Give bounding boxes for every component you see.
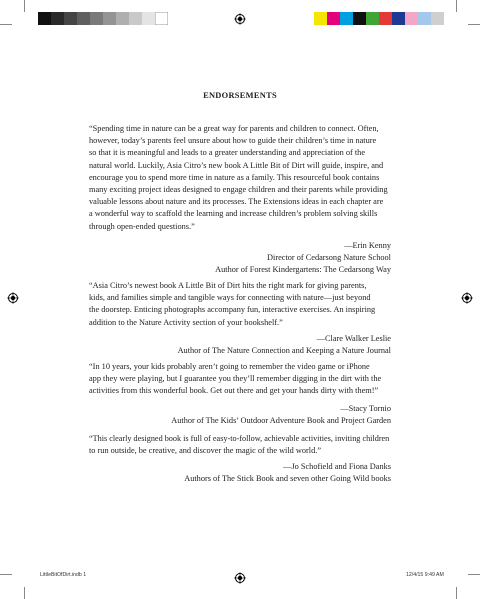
quote-line: natural world. Luckily, Asia Citro’s new book A Little Bit of Dirt will guide, inspire, and: [89, 160, 384, 170]
endorsement-quote: [89, 280, 391, 329]
attribution-line: Author of The Kids’ Outdoor Adventure Book and Project Garden: [171, 416, 391, 426]
cmyk-color-bar: [314, 12, 444, 25]
crop-mark: [24, 587, 25, 599]
quote-line: so that it is meaningful and leads to a greater understanding and appreciation of the: [89, 148, 366, 158]
color-swatch: [392, 12, 405, 25]
quote-line: to run outside, be creative, and discover the magic of the wild world.”: [89, 446, 322, 456]
registration-mark-icon: [234, 572, 246, 584]
color-swatch: [327, 12, 340, 25]
crop-mark: [468, 574, 480, 575]
quote-line: a wonderful way to scaffold the learning and increase children’s problem solving skills: [89, 209, 378, 219]
quote-line: activities from this wonderful book. Get out there and get your hands dirty with them!”: [89, 386, 379, 396]
color-swatch: [116, 12, 129, 25]
color-swatch: [64, 12, 77, 25]
color-swatch: [366, 12, 379, 25]
registration-mark-icon: [461, 292, 473, 304]
quote-line: however, today’s parents feel unsure about how to guide their children’s time in nature: [89, 136, 377, 146]
endorsement-attribution: [89, 240, 391, 277]
endorsement-quote: [89, 361, 391, 398]
quote-line: “This clearly designed book is full of easy-to-follow, achievable activities, inviting children: [89, 434, 390, 443]
file-slug: LittleBitOfDirt.indb 1: [40, 572, 87, 578]
page-heading: ENDORSEMENTS: [203, 91, 277, 100]
quote-line: app they were playing, but I guarantee you they’ll remember digging in the dirt with the: [89, 374, 382, 384]
quote-line: many exciting project ideas designed to engage children and their parents while providing: [89, 185, 388, 195]
quote-line: addition to the Nature Activity section of your bookshelf.”: [89, 317, 283, 327]
quote-line: the doorstep. Enticing photographs accompany fun, interactive exercises. An inspiring: [89, 305, 376, 315]
crop-mark: [456, 0, 457, 12]
endorsement-attribution: [89, 461, 391, 485]
attribution-line: —Erin Kenny: [344, 241, 391, 250]
color-swatch: [353, 12, 366, 25]
endorsement-attribution: [89, 333, 391, 357]
crop-mark: [468, 24, 480, 25]
color-swatch: [340, 12, 353, 25]
quote-line: “Asia Citro’s newest book A Little Bit of Dirt hits the right mark for giving parents,: [89, 281, 367, 290]
endorsement-quote: [89, 433, 391, 457]
color-swatch: [379, 12, 392, 25]
crop-mark: [0, 574, 12, 575]
attribution-line: —Jo Schofield and Fiona Danks: [283, 462, 391, 471]
attribution-line: Author of Forest Kindergartens: The Cedarsong Way: [215, 265, 391, 275]
attribution-line: Director of Cedarsong Nature School: [267, 253, 391, 263]
color-swatch: [418, 12, 431, 25]
attribution-line: Authors of The Stick Book and seven other Going Wild books: [184, 474, 391, 484]
grayscale-color-bar: [38, 12, 168, 25]
color-swatch: [155, 12, 168, 25]
quote-line: “Spending time in nature can be a great way for parents and children to connect. Often,: [89, 124, 379, 133]
attribution-line: Author of The Nature Connection and Keeping a Nature Journal: [177, 346, 391, 356]
crop-mark: [24, 0, 25, 12]
color-swatch: [129, 12, 142, 25]
color-swatch: [51, 12, 64, 25]
registration-mark-icon: [234, 13, 246, 25]
color-swatch: [90, 12, 103, 25]
crop-mark: [456, 587, 457, 599]
color-swatch: [142, 12, 155, 25]
registration-mark-icon: [7, 292, 19, 304]
endorsement-attribution: [89, 403, 391, 427]
quote-line: kids, and families simple and tangible ways for connecting with nature—just beyond: [89, 293, 371, 303]
color-swatch: [405, 12, 418, 25]
color-swatch: [103, 12, 116, 25]
color-swatch: [77, 12, 90, 25]
crop-mark: [0, 24, 12, 25]
endorsement-quote: [89, 123, 391, 233]
quote-line: encourage you to spend more time in nature as a family. This resourceful book contains: [89, 172, 380, 182]
color-swatch: [314, 12, 327, 25]
quote-line: “In 10 years, your kids probably aren’t going to remember the video game or iPhone: [89, 362, 370, 371]
quote-line: valuable lessons about nature and its processes. The Extensions ideas in each chapter are: [89, 197, 384, 207]
attribution-line: —Stacy Tornio: [340, 404, 391, 413]
attribution-line: —Clare Walker Leslie: [316, 334, 391, 343]
quote-line: through open-ended questions.”: [89, 221, 195, 231]
color-swatch: [38, 12, 51, 25]
date-slug: 12/4/15 9:49 AM: [406, 572, 444, 578]
color-swatch: [431, 12, 444, 25]
